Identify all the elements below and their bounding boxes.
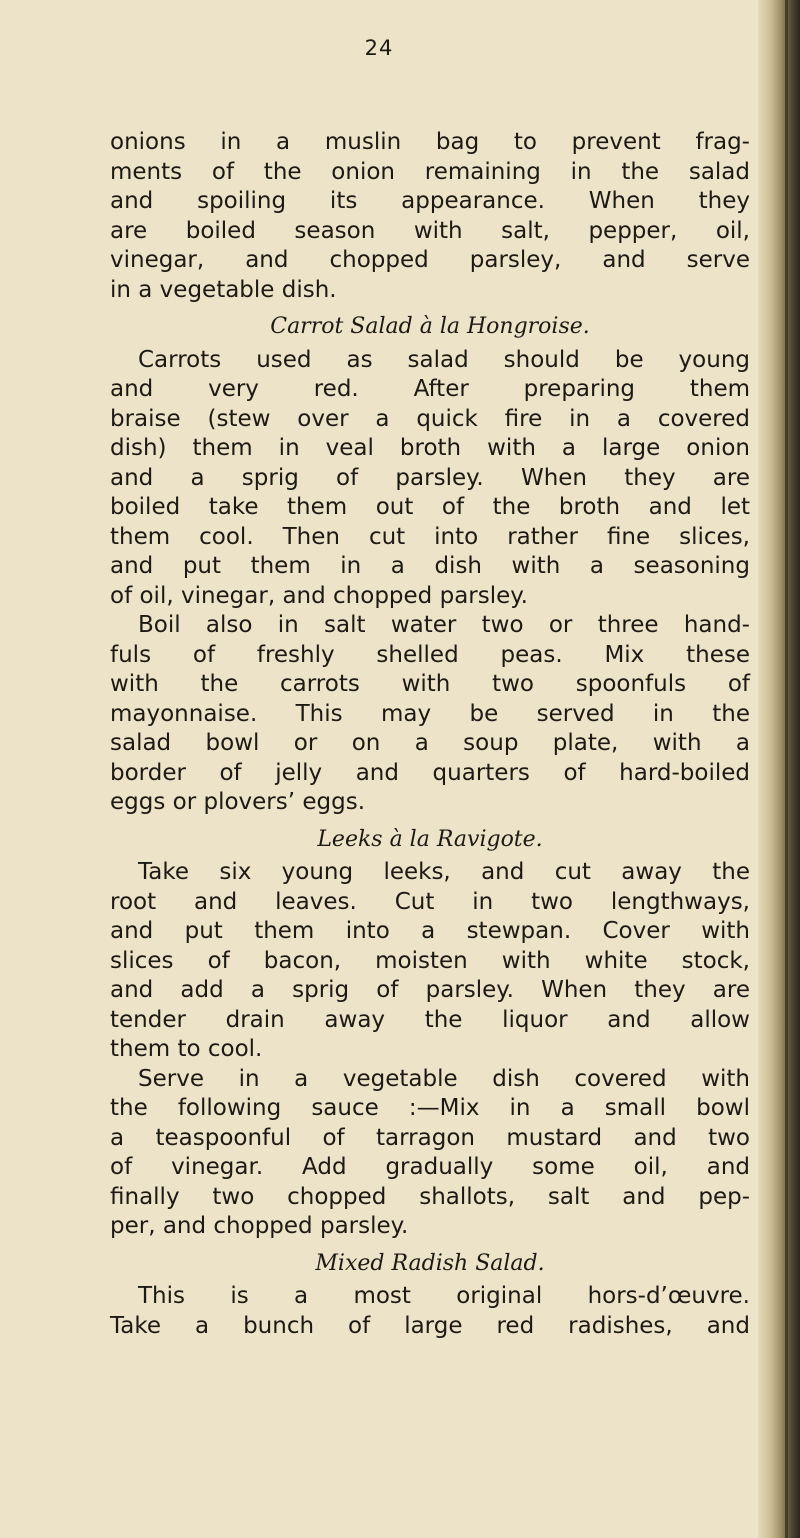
text-line: tender drain away the liquor and allow: [110, 1006, 750, 1033]
text-line: salad bowl or on a soup plate, with a: [110, 730, 750, 756]
text-line: finally two chopped shallots, salt and pep-: [110, 1183, 750, 1210]
text-line: and a sprig of parsley. When they are: [110, 464, 750, 491]
text-line: per, and chopped parsley.: [110, 1213, 409, 1239]
paragraph: [110, 128, 750, 305]
text-line: are boiled season with salt, pepper, oil,: [110, 217, 750, 244]
page-edge-shadow: [758, 0, 800, 1538]
recipe-heading: Carrot Salad à la Hongroise.: [270, 314, 590, 339]
text-line: a teaspoonful of tarragon mustard and two: [110, 1124, 750, 1151]
text-line: Take six young leeks, and cut away the: [138, 859, 750, 885]
text-line: and put them in a dish with a seasoning: [110, 553, 750, 579]
text-line: eggs or plovers’ eggs.: [110, 789, 366, 815]
recipe-heading: Mixed Radish Salad.: [315, 1250, 545, 1276]
text-line: This is a most original hors-d’œuvre.: [138, 1283, 750, 1309]
paragraph: [110, 858, 750, 1065]
text-line: slices of bacon, moisten with white stock,: [110, 947, 750, 974]
text-line: with the carrots with two spoonfuls of: [110, 671, 750, 697]
text-line: ments of the onion remaining in the salad: [110, 158, 750, 185]
text-line: of oil, vinegar, and chopped parsley.: [110, 582, 528, 609]
text-line: and spoiling its appearance. When they: [110, 188, 750, 214]
paragraph: [110, 1282, 750, 1341]
page-binding-line: [785, 0, 788, 1538]
text-line: braise (stew over a quick fire in a covered: [110, 405, 750, 432]
text-line: fuls of freshly shelled peas. Mix these: [110, 641, 750, 668]
text-line: of vinegar. Add gradually some oil, and: [110, 1154, 750, 1180]
text-line: in a vegetable dish.: [110, 276, 337, 303]
text-line: Serve in a vegetable dish covered with: [138, 1065, 750, 1092]
paragraph: [110, 346, 750, 612]
page-body: [110, 128, 750, 1341]
text-line: Boil also in salt water two or three hand-: [138, 612, 750, 638]
text-line: onions in a muslin bag to prevent frag-: [110, 129, 750, 155]
text-line: border of jelly and quarters of hard-boiled: [110, 759, 750, 786]
text-line: the following sauce :—Mix in a small bowl: [110, 1095, 750, 1121]
text-line: Take a bunch of large red radishes, and: [110, 1312, 750, 1339]
text-line: and very red. After preparing them: [110, 376, 750, 402]
text-line: vinegar, and chopped parsley, and serve: [110, 247, 750, 273]
text-line: root and leaves. Cut in two lengthways,: [110, 888, 750, 915]
page-number: 24: [364, 36, 394, 60]
recipe-heading: Leeks à la Ravigote.: [317, 826, 543, 852]
paragraph: [110, 1065, 750, 1242]
text-line: and put them into a stewpan. Cover with: [110, 918, 750, 944]
text-line: Carrots used as salad should be young: [138, 346, 750, 373]
text-line: and add a sprig of parsley. When they are: [110, 977, 750, 1003]
text-line: them cool. Then cut into rather fine slices,: [110, 523, 750, 550]
text-line: mayonnaise. This may be served in the: [110, 700, 750, 727]
text-line: dish) them in veal broth with a large onion: [110, 435, 750, 461]
text-line: them to cool.: [110, 1036, 263, 1062]
paragraph: [110, 611, 750, 818]
text-line: boiled take them out of the broth and let: [110, 494, 750, 520]
